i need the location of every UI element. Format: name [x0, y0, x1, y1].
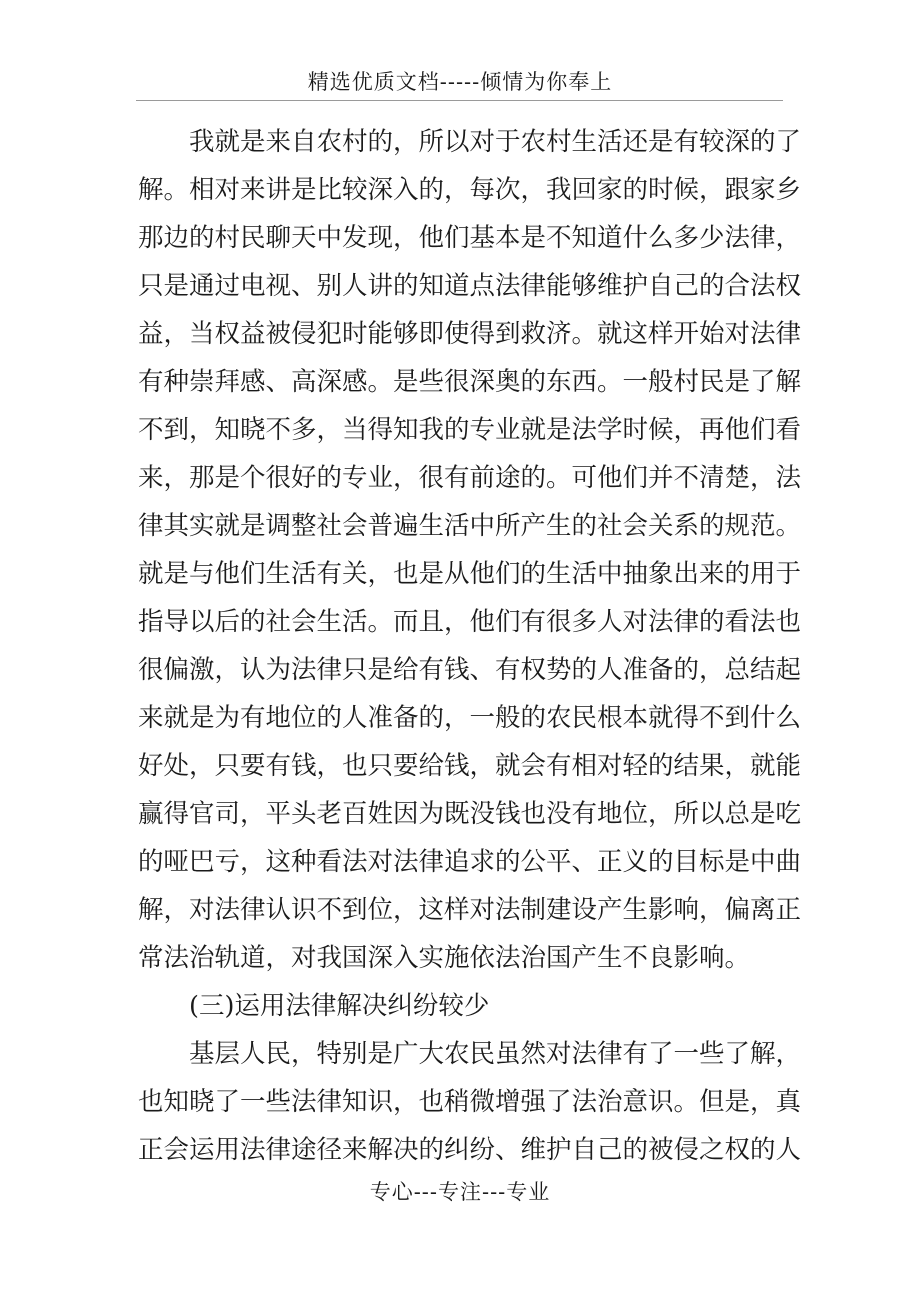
paragraph-line: 那边的村民聊天中发现，他们基本是不知道什么多少法律，: [138, 223, 802, 253]
document-body: [138, 118, 802, 1174]
paragraph-line: 律其实就是调整社会普遍生活中所产生的社会关系的规范。: [138, 511, 802, 541]
paragraph-line: 有种崇拜感、高深感。是些很深奥的东西。一般村民是了解: [138, 367, 802, 397]
paragraph-line: 的哑巴亏，这种看法对法律追求的公平、正义的目标是中曲: [138, 847, 802, 877]
paragraph-line: 赢得官司，平头老百姓因为既没钱也没有地位，所以总是吃: [138, 799, 802, 829]
paragraph-line: 只是通过电视、别人讲的知道点法律能够维护自己的合法权: [138, 271, 802, 301]
paragraph-line: 常法治轨道，对我国深入实施依法治国产生不良影响。: [138, 943, 751, 973]
paragraph-line: 不到，知晓不多，当得知我的专业就是法学时候，再他们看: [138, 415, 802, 445]
paragraph-line: 来就是为有地位的人准备的，一般的农民根本就得不到什么: [138, 703, 802, 733]
paragraph-line: 指导以后的社会生活。而且，他们有很多人对法律的看法也: [138, 607, 802, 637]
page-footer: 专心---专注---专业: [369, 1180, 551, 1204]
page-header: 精选优质文档-----倾情为你奉上: [307, 70, 613, 94]
paragraph-line: 好处，只要有钱，也只要给钱，就会有相对轻的结果，就能: [138, 751, 802, 781]
paragraph-line: 正会运用法律途径来解决的纠纷、维护自己的被侵之权的人: [138, 1135, 802, 1165]
paragraph-line: 益，当权益被侵犯时能够即使得到救济。就这样开始对法律: [138, 319, 802, 349]
header-divider: [136, 100, 783, 101]
paragraph-line: 解，对法律认识不到位，这样对法制建设产生影响，偏离正: [138, 895, 802, 925]
section-heading: (三)运用法律解决纠纷较少: [189, 991, 490, 1021]
paragraph-line: 就是与他们生活有关，也是从他们的生活中抽象出来的用于: [138, 559, 802, 589]
paragraph-line: 很偏激，认为法律只是给有钱、有权势的人准备的，总结起: [138, 655, 802, 685]
paragraph-line: 也知晓了一些法律知识，也稍微增强了法治意识。但是，真: [138, 1087, 802, 1117]
paragraph-line: 解。相对来讲是比较深入的，每次，我回家的时候，跟家乡: [138, 175, 802, 205]
paragraph-line: 基层人民，特别是广大农民虽然对法律有了一些了解，: [189, 1039, 802, 1069]
paragraph-line: 来，那是个很好的专业，很有前途的。可他们并不清楚，法: [138, 463, 802, 493]
paragraph-line: 我就是来自农村的，所以对于农村生活还是有较深的了: [189, 127, 802, 157]
